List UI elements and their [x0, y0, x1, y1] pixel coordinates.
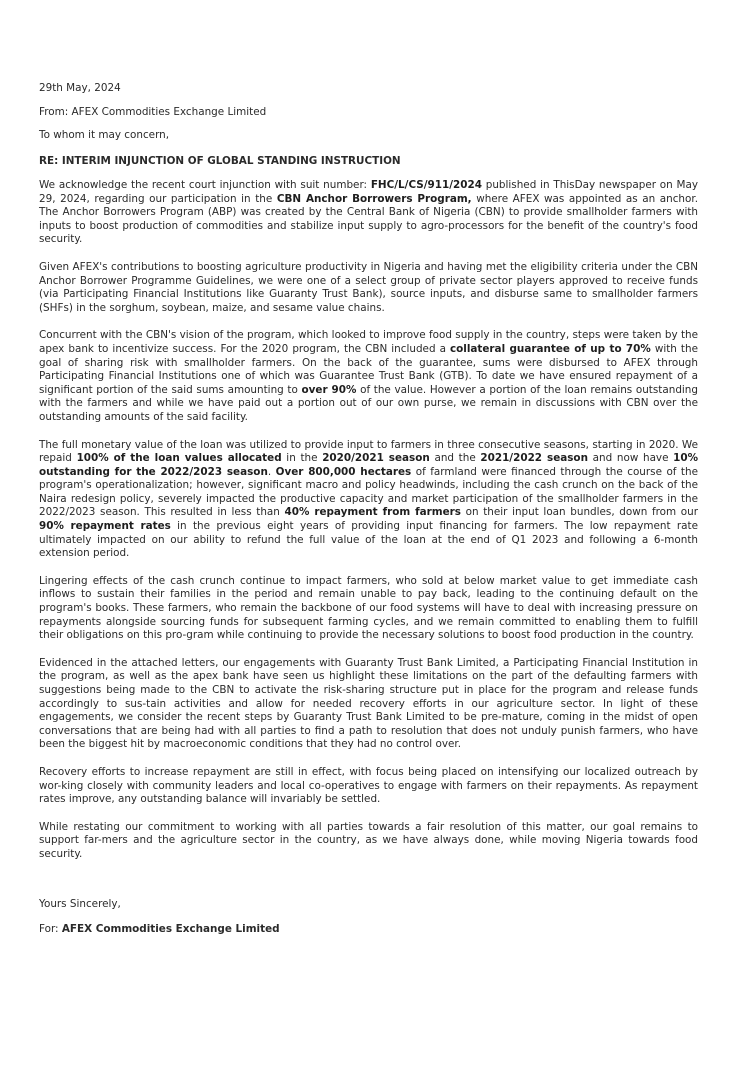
emphasis: 2021/2022 season: [480, 452, 588, 465]
letter-signature: [39, 923, 698, 937]
text-span: where AFEX was appointed as an anchor. The Anchor Borrowers Program (ABP) was created by the Central Bank of Nigeria (CBN) to provide smallholder farmers with inputs to boost production of commodities and stabilize input supply to agro-processors for the benefit of the country's food security.: [39, 192, 698, 246]
signature-org: AFEX Commodities Exchange Limited: [61, 923, 280, 936]
emphasis: collateral guarantee of up to 70%: [449, 342, 651, 355]
paragraph-cbn-vision: [39, 329, 698, 424]
text-span: of the value. However a portion of the loan remains outstanding with the farmers and while we have paid out a portion out of our own purse, we remain in discussions with CBN over the outstanding amounts of the said facility.: [39, 383, 698, 423]
text-span: in the: [281, 452, 323, 465]
text-span: of farmland were financed through the course of the program's operationalization; however, significant macro and policy headwinds, including the cash crunch on the back of the Naira redesign policy, severely impacted the productive capacity and market participation of the smallholder farmers in the 2022/2023 season. This resulted in less than: [39, 465, 698, 519]
paragraph-recovery-efforts: Recovery efforts to increase repayment are still in effect, with focus being placed on intensifying our localized outreach by wor-king closely with community leaders and local co-operatives to engage with farmers on their repayments. As repayment rates improve, any outstanding balance will invariably be settled.: [39, 765, 698, 806]
paragraph-afex-contributions: Given AFEX's contributions to boosting agriculture productivity in Nigeria and having met the eligibility criteria under the CBN Anchor Borrower Programme Guidelines, we were one of a select group of private sector players approved to receive funds (via Participating Financial Institutions like Guaranty Trust Bank), source inputs, and disburse same to smallholder farmers (SHFs) in the sorghum, soybean, maize, and sesame value chains.: [39, 260, 698, 314]
text-span: We acknowledge the recent court injunction with suit number:: [39, 179, 371, 191]
text-span: on their input loan bundles, down from our: [461, 506, 698, 519]
letter-subject: RE: INTERIM INJUNCTION OF GLOBAL STANDING INSTRUCTION: [39, 154, 401, 167]
text-span: and now have: [587, 452, 674, 465]
emphasis: 40% repayment from farmers: [284, 506, 461, 519]
text-span: .: [267, 465, 276, 478]
paragraph-cash-crunch: Lingering effects of the cash crunch continue to impact farmers, who sold at below market value to get immediate cash inflows to sustain their families in the period and remain unable to pay back, leading to the continuing default on the program's books. These farmers, who remain the backbone of our food systems will have to deal with increasing pressure on repayments alongside sourcing funds for subsequent farming cycles, and we remain committed to enabling them to fulfill their obligations on this pro-gram while continuing to provide the necessary solutions to boost food production in the country.: [39, 574, 698, 642]
letter-from: From: AFEX Commodities Exchange Limited: [39, 105, 267, 118]
emphasis: 2020/2021 season: [322, 452, 430, 465]
emphasis: over 90%: [301, 383, 357, 396]
letter-salutation: To whom it may concern,: [39, 129, 170, 141]
paragraph-loan-utilization: [39, 439, 698, 561]
emphasis: 100% of the loan values allocated: [76, 452, 282, 465]
paragraph-commitment: While restating our commitment to working with all parties towards a fair resolution of this matter, our goal remains to support far-mers and the agriculture sector in the country, as we have always done, while moving Nigeria towards food security.: [39, 820, 698, 860]
text-span: and the: [429, 452, 481, 465]
text-span: with the goal of sharing risk with smallholder farmers. On the back of the guarantee, sums were disbursed to AFEX through Participating Financial Institutions one of which was Guarantee Trust Bank (GTB). To date we have ensured repayment of a significant portion of the said sums amounting to: [39, 342, 698, 396]
program-name: CBN Anchor Borrowers Program,: [276, 192, 472, 205]
text-span: The full monetary value of the loan was utilized to provide input to farmers in three consecutive seasons, starting in 2020. We repaid: [39, 438, 698, 465]
emphasis: Over 800,000 hectares: [275, 465, 412, 478]
letter-date: 29th May, 2024: [39, 82, 121, 94]
suit-number: FHC/L/CS/911/2024: [370, 179, 482, 191]
signature-prefix: For:: [39, 923, 62, 936]
paragraph-engagements: Evidenced in the attached letters, our engagements with Guaranty Trust Bank Limited, a Participating Financial Institution in the program, as well as the apex bank have seen us highlight these limitations on the part of the defaulting farmers with suggestions being made to the CBN to activate the risk-sharing structure put in place for the program and release funds accordingly to sus-tain activities and allow for needed recovery efforts in our agriculture sector. In light of these engagements, we consider the recent steps by Guaranty Trust Bank Limited to be pre-mature, coming in the midst of open conversations that are being had with all parties to find a path to resolution that does not unduly punish farmers, who have been the biggest hit by macroeconomic conditions that they had no control over.: [39, 656, 698, 751]
paragraph-court-injunction: [39, 179, 698, 247]
emphasis: 90% repayment rates: [39, 520, 171, 533]
emphasis: 10% outstanding for the 2022/2023 season: [39, 452, 699, 478]
text-span: published in ThisDay newspaper on May 29, 2024, regarding our participation in the: [39, 179, 698, 205]
letter-closing: Yours Sincerely,: [39, 897, 121, 910]
text-span: in the previous eight years of providing input financing for farmers. The low repayment rate ultimately impacted on our ability to refund the full value of the loan at the end of Q1 2023 and following a 6-month extension period.: [39, 520, 698, 560]
text-span: Concurrent with the CBN's vision of the program, which looked to improve food supply in the country, steps were taken by the apex bank to incentivize success. For the 2020 program, the CBN included a: [39, 329, 698, 355]
